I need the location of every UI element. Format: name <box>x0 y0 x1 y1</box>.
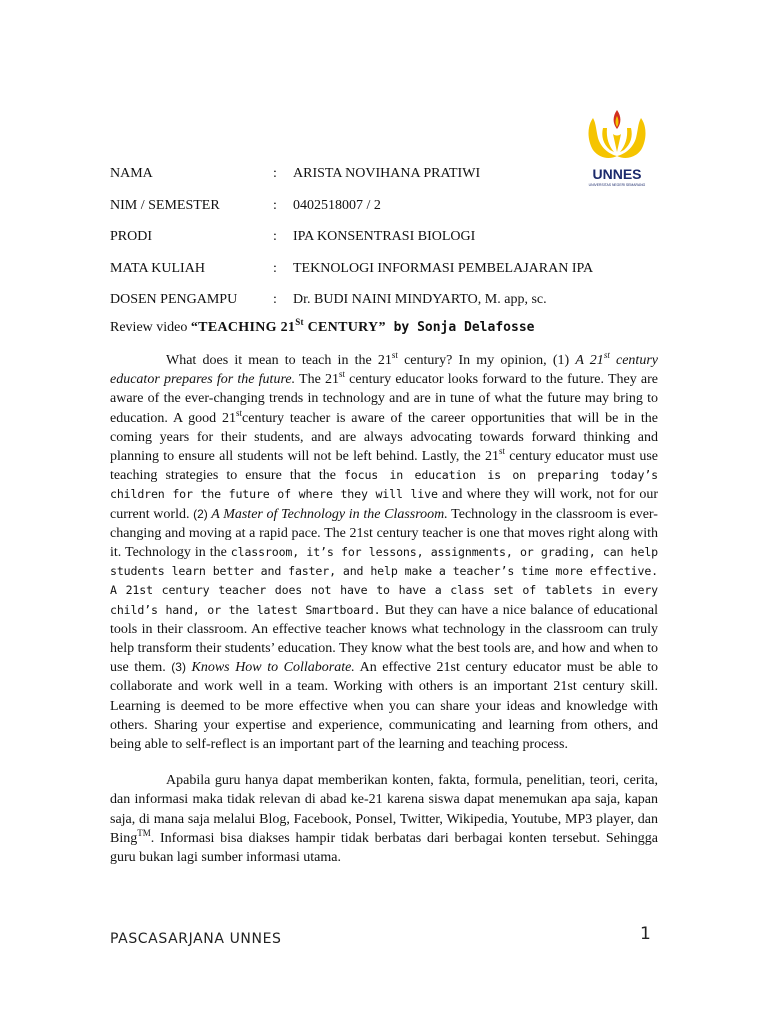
text-run: century teacher is aware of the career opportunities that will be in the coming years for their students, and are always advocating towards forward thinking and planning to ensure all students will not be left behind. Lastly, the 21 <box>110 410 658 465</box>
info-colon: : <box>273 197 277 213</box>
italic-run: A Master of Technology in the Classroom. <box>207 506 448 522</box>
info-row-nama <box>110 164 670 196</box>
text-run: What does it mean to teach in the 21 <box>166 353 392 368</box>
info-value: ARISTA NOVIHANA PRATIWI <box>293 166 481 181</box>
info-colon: : <box>273 166 277 181</box>
logo-text: UNNES <box>592 166 642 182</box>
info-label: NAMA <box>110 166 153 181</box>
student-info <box>110 164 670 322</box>
superscript: st <box>391 350 398 360</box>
info-row-mata-kuliah <box>110 259 670 291</box>
review-title-sup: St <box>295 317 304 327</box>
essay-body <box>110 351 658 867</box>
mono-run: classroom, it’s for lessons, assignments, or grading, can help students learn better and faster, and help make a teacher’s time more effective. A 21st century teacher does not have to have a class set of tablets in every child’s hand, or the latest Smartboard. <box>110 545 658 617</box>
list-number: (2) <box>193 506 208 521</box>
review-prefix: Review video <box>110 320 191 335</box>
review-title-part: CENTURY” <box>303 320 386 335</box>
italic-run: Knows How to Collaborate. <box>185 660 355 676</box>
superscript: st <box>603 350 610 360</box>
info-colon: : <box>273 292 277 307</box>
review-title-author: by Sonja Delafosse <box>385 320 535 335</box>
info-row-dosen <box>110 290 670 322</box>
info-row-prodi <box>110 227 670 259</box>
info-row-nim <box>110 196 670 228</box>
review-title-main <box>190 317 386 335</box>
list-number: (3) <box>171 660 186 675</box>
info-label: MATA KULIAH <box>110 260 205 276</box>
info-value: 0402518007 / 2 <box>293 197 381 213</box>
info-label: PRODI <box>110 229 153 244</box>
text-run: century? In my opinion, (1) <box>397 353 576 368</box>
info-value: Dr. BUDI NAINI MINDYARTO, M. app, sc. <box>293 292 547 307</box>
text-run: But they can have a nice balance of educational tools in their classroom. An effective teacher knows what technology in the classroom can truly help transform their students’ education. They know what the best tools are, and how and when to use them. <box>110 602 658 676</box>
italic-run: century educator prepares for the future. <box>110 353 658 388</box>
superscript: st <box>338 369 345 380</box>
logo-subtitle: UNIVERSITAS NEGERI SEMARANG <box>588 183 646 187</box>
footer-institution: PASCASARJANA UNNES <box>110 931 282 947</box>
paragraph-indonesian <box>110 771 658 867</box>
review-title-part: “TEACHING 21 <box>190 320 296 335</box>
superscript: TM <box>137 827 151 838</box>
superscript: st <box>498 446 505 457</box>
text-run: Technology in the classroom is ever-changing and moving at a rapid pace. The 21st century teacher is one that moves right along with it. Technology in the <box>110 506 658 561</box>
info-label: DOSEN PENGAMPU <box>110 292 238 307</box>
page-number: 1 <box>640 924 651 944</box>
text-run: The 21 <box>295 372 339 388</box>
text-run: century educator must use teaching strategies to ensure that the <box>110 449 658 484</box>
text-run: Apabila guru hanya dapat memberikan konten, fakta, formula, penelitian, teori, cerita, dan informasi maka tidak relevan di abad ke-21 karena siswa dapat menemukan apa saja, kapan saja, di mana saja melalui Blog, Facebook, Ponsel, Twitter, Wikipedia, Youtube, MP3 player, dan Bing <box>110 773 658 846</box>
text-run: and where they will work, not for our current world. <box>110 487 658 522</box>
superscript: st <box>236 407 243 418</box>
info-value: TEKNOLOGI INFORMASI PEMBELAJARAN IPA <box>293 260 594 276</box>
info-colon: : <box>273 260 277 276</box>
info-label: NIM / SEMESTER <box>110 197 220 213</box>
text-run: century educator looks forward to the future. They are aware of the ever-changing trends in technology and are in tune of what the future may bring to education. A good 21 <box>110 372 658 426</box>
mono-run: focus in education is on preparing today’s children for the future of where they will live <box>110 468 658 502</box>
info-colon: : <box>273 229 277 244</box>
italic-run: A 21 <box>575 353 604 368</box>
text-run: An effective 21st century educator must be able to collaborate and work well in a team. Working with others is an important 21st century skill. Learning is deemed to be more effective when you can share your ideas and knowledge with others. Sharing your expertise and experience, communicating and learning from others, and being able to self-reflect is an important part of the learning and teaching process. <box>110 660 659 753</box>
text-run: . Informasi bisa diakses hampir tidak berbatas dari berbagai konten tersebut. Sehingga guru bukan lagi sumber informasi utama. <box>110 830 658 866</box>
info-value: IPA KONSENTRASI BIOLOGI <box>293 229 476 244</box>
review-title <box>110 318 534 338</box>
paragraph-english <box>110 351 658 754</box>
